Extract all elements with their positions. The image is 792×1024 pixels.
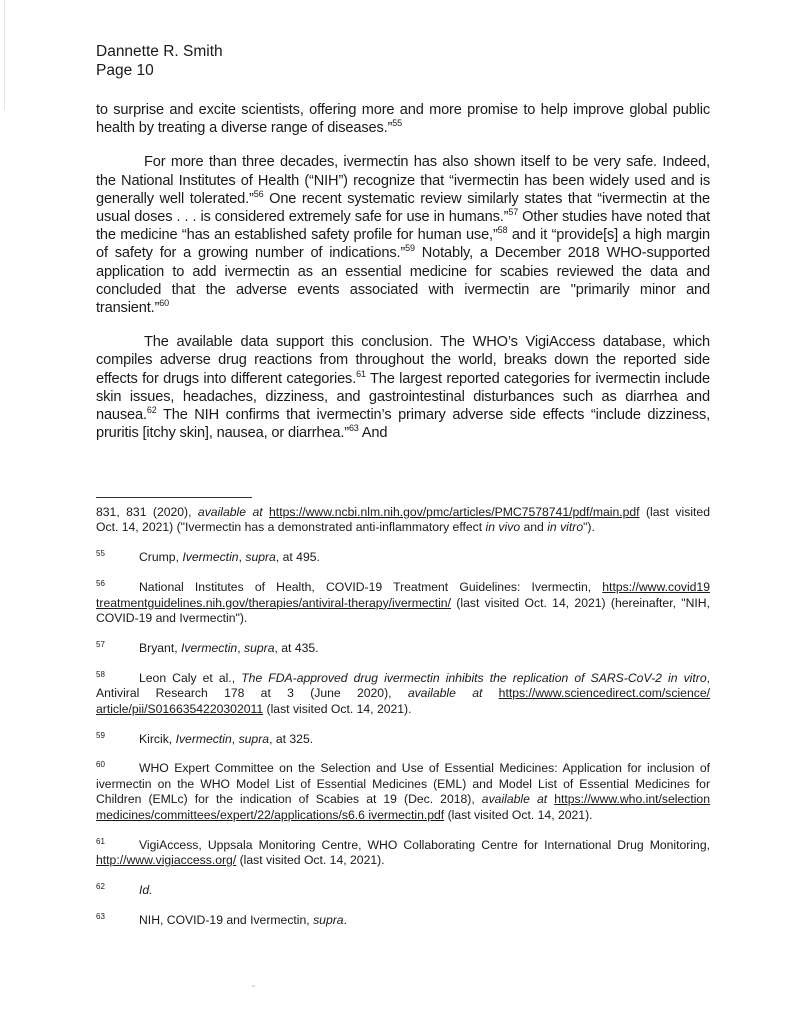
footnote-link-sciencedirect[interactable]: https://www.sciencedirect.com/science/ article/pii/S0166354220302011 [96,686,711,716]
footnote-link-covid19-guidelines[interactable]: https://www.covid19 treatmentguidelines.nih.gov/therapies/antiviral-therapy/ivermectin/ [96,580,710,610]
scan-edge-mark [0,0,5,110]
footnote-continued: 831, 831 (2020), available at https://www.ncbi.nlm.nih.gov/pmc/articles/PMC7578741/pdf/main.pdf (last visited Oct. 14, 2021) ("Ivermectin has a demonstrated anti-inflammatory effect in vivo and in vitro"). [96,505,710,535]
footnotes [96,505,710,943]
footnote-ref-62[interactable]: 62 [146,405,157,416]
footnote-link-vigiaccess[interactable]: http://www.vigiaccess.org/ [96,853,237,867]
footnote-61: 61 VigiAccess, Uppsala Monitoring Centre, WHO Collaborating Centre for International Drug Monitoring, http://www.vigiaccess.org/ (last visited Oct. 14, 2021). [96,836,710,867]
footnote-ref-63[interactable]: 63 [348,423,359,434]
page-number: Page 10 [96,62,154,79]
footnote-ref-60[interactable]: 60 [159,298,169,309]
footnote-link-who-application[interactable]: https://www.who.int/selection medicines/committees/expert/22/applications/s6.6 ivermectin.pdf [96,792,710,822]
footnote-ref-57[interactable]: 57 [508,207,519,218]
footnote-56: 56 National Institutes of Health, COVID-19 Treatment Guidelines: Ivermectin, https://www.covid19 treatmentguidelines.nih.gov/therapies/antiviral-therapy/ivermectin/ (last visited Oct. 14, 2021) (hereinafter, "NIH, COVID-19 and Ivermectin"). [96,579,710,626]
footnote-ref-59[interactable]: 59 [405,243,415,254]
scan-speck [252,985,255,987]
footnote-55: 55 Crump, Ivermectin, supra, at 495. [96,549,320,565]
footnote-ref-55[interactable]: 55 [392,118,402,129]
footnote-separator [96,497,252,498]
footnote-63: 63 NIH, COVID-19 and Ivermectin, supra. [96,911,347,927]
paragraph-1: to surprise and excite scientists, offering more and more promise to help improve global public health by treating a diverse range of diseases.”$^{55}$ [96,102,710,137]
footnote-57: 57 Bryant, Ivermectin, supra, at 435. [96,639,319,655]
paragraph-3: The available data support this conclusion. The WHO’s VigiAccess database, which compiles adverse drug reactions from throughout the world, breaks down the reported side effects for drugs into different categories.$^{61}$ The largest reported categories for ivermectin include skin issues, headaches, dizziness, and gastrointestinal disturbances such as diarrhea and nausea.$^{62}$ The NIH confirms that ivermectin’s primary adverse side effects “include dizziness, pruritis [itchy skin], nausea, or diarrhea.”$^{63}$ And [96,334,710,442]
footnote-59: 59 Kircik, Ivermectin, supra, at 325. [96,730,314,746]
footnote-ref-61[interactable]: 61 [356,368,366,379]
footnote-62: 62 Id. [96,881,153,897]
body-text [96,101,710,458]
footnote-60: 60 WHO Expert Committee on the Selection and Use of Essential Medicines: Application for inclusion of ivermectin on the WHO Model List of Essential Medicines (EML) and Model List of Essential Medicines for Children (EMLc) for the indication of Scabies at 19 (Dec. 2018), available at https://www.who.int/selection medicines/committees/expert/22/applications/s6.6 ivermectin.pdf (last visited Oct. 14, 2021). [96,760,710,822]
footnote-ref-58[interactable]: 58 [497,225,508,236]
footnote-ref-56[interactable]: 56 [253,188,264,199]
footnote-link-pmc[interactable]: https://www.ncbi.nlm.nih.gov/pmc/articles/PMC7578741/pdf/main.pdf [269,505,640,519]
paragraph-2: For more than three decades, ivermectin has also shown itself to be very safe. Indeed, the National Institutes of Health (“NIH”) recognize that “ivermectin has been widely used and is generally well tolerated.”$^{56}$ One recent systematic review similarly states that “ivermectin at the usual doses . . . is considered extremely safe for use in humans.”$^{57}$ Other studies have noted that the medicine “has an established safety profile for human use,”$^{58}$ and it “provide[s] a high margin of safety for a growing number of indications.”$^{59}$ Notably, a December 2018 WHO-supported application to add ivermectin as an essential medicine for scabies reviewed the data and concluded that the adverse events associated with ivermectin are "primarily minor and transient.”$^{60}$ [96,154,711,317]
footnote-58: 58 Leon Caly et al., The FDA-approved drug ivermectin inhibits the replication of SARS-CoV-2 in vitro, Antiviral Research 178 at 3 (June 2020), available at https://www.sciencedirect.com/science/ article/pii/S0166354220302011 (last visited Oct. 14, 2021). [96,669,711,716]
recipient-name: Dannette R. Smith [96,43,223,60]
letter-header [96,42,223,80]
